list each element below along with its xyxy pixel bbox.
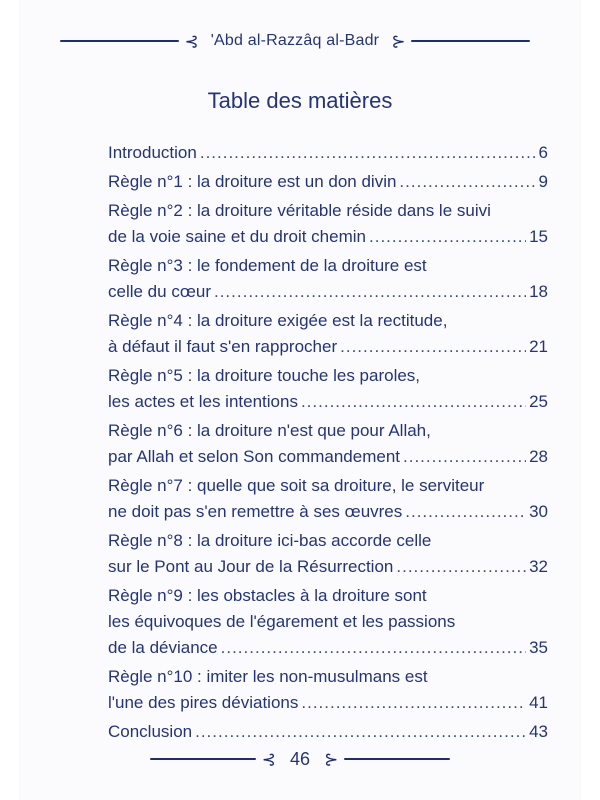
toc-entry-text: les équivoques de l'égarement et les passions bbox=[108, 612, 456, 631]
book-page bbox=[20, 0, 580, 800]
toc-entry-text: les actes et les intentions bbox=[108, 392, 298, 411]
table-of-contents bbox=[108, 140, 548, 748]
toc-entry-text: Règle n°8 : la droiture ici-bas accorde celle bbox=[108, 531, 432, 550]
toc-entry-text: de la voie saine et du droit chemin bbox=[108, 227, 366, 246]
toc-entry-text: celle du cœur bbox=[108, 282, 211, 301]
dot-leader bbox=[399, 169, 535, 195]
toc-page-number: 6 bbox=[538, 143, 548, 162]
dot-leader bbox=[195, 719, 526, 745]
toc-entry-text: ne doit pas s'en remettre à ses œuvres bbox=[108, 502, 403, 521]
toc-entry-text: à défaut il faut s'en rapprocher bbox=[108, 337, 338, 356]
toc-entry-text: Conclusion bbox=[108, 722, 193, 741]
dot-leader bbox=[221, 635, 526, 661]
dot-leader bbox=[369, 224, 526, 250]
toc-entry bbox=[108, 253, 548, 305]
toc-entry-text: Règle n°9 : les obstacles à la droiture sont bbox=[108, 586, 427, 605]
dot-leader bbox=[214, 279, 526, 305]
toc-entry-text: de la déviance bbox=[108, 638, 218, 657]
toc-entry bbox=[108, 308, 548, 360]
toc-entry-text: Règle n°1 : la droiture est un don divin bbox=[108, 172, 397, 191]
toc-entry-text: Introduction bbox=[108, 143, 197, 162]
toc-entry-text: sur le Pont au Jour de la Résurrection bbox=[108, 557, 394, 576]
page-header bbox=[60, 30, 530, 52]
toc-entry bbox=[108, 719, 548, 745]
toc-entry bbox=[108, 583, 548, 661]
toc-page-number: 21 bbox=[529, 337, 548, 356]
dot-leader bbox=[301, 690, 526, 716]
dot-leader bbox=[340, 334, 526, 360]
toc-entry-text: Règle n°6 : la droiture n'est que pour Allah, bbox=[108, 421, 431, 440]
toc-entry-text: Règle n°3 : le fondement de la droiture est bbox=[108, 256, 427, 275]
dot-leader bbox=[403, 444, 526, 470]
page-footer bbox=[150, 748, 450, 770]
toc-page-number: 32 bbox=[529, 557, 548, 576]
ornament-right-icon: ⊱ bbox=[391, 31, 406, 51]
toc-entry bbox=[108, 363, 548, 415]
toc-page-number: 15 bbox=[529, 227, 548, 246]
running-head: 'Abd al-Razzâq al-Badr bbox=[210, 32, 380, 49]
toc-entry-text: Règle n°7 : quelle que soit sa droiture, le serviteur bbox=[108, 476, 485, 495]
toc-entry bbox=[108, 140, 548, 166]
header-rule-right bbox=[411, 40, 530, 42]
toc-page-number: 9 bbox=[538, 172, 548, 191]
toc-page-number: 30 bbox=[529, 502, 548, 521]
dot-leader bbox=[405, 499, 526, 525]
toc-page-number: 25 bbox=[529, 392, 548, 411]
toc-page-number: 43 bbox=[529, 722, 548, 741]
toc-entry-text: Règle n°5 : la droiture touche les paroles, bbox=[108, 366, 421, 385]
dot-leader bbox=[301, 389, 526, 415]
toc-entry bbox=[108, 169, 548, 195]
dot-leader bbox=[200, 140, 536, 166]
toc-page-number: 35 bbox=[529, 638, 548, 657]
toc-page-number: 41 bbox=[529, 693, 548, 712]
toc-entry-text: par Allah et selon Son commandement bbox=[108, 447, 401, 466]
footer-ornament-left-icon: ⊰ bbox=[261, 749, 276, 769]
toc-entry bbox=[108, 528, 548, 580]
header-rule-left bbox=[60, 40, 179, 42]
footer-rule-left bbox=[150, 758, 256, 760]
toc-entry bbox=[108, 664, 548, 716]
toc-entry-text: Règle n°2 : la droiture véritable réside dans le suivi bbox=[108, 201, 491, 220]
toc-title: Table des matières bbox=[207, 88, 393, 113]
toc-entry bbox=[108, 473, 548, 525]
page-number: 46 bbox=[289, 748, 311, 769]
toc-entry-text: Règle n°10 : imiter les non-musulmans est bbox=[108, 667, 428, 686]
toc-entry bbox=[108, 198, 548, 250]
ornament-left-icon: ⊰ bbox=[184, 31, 199, 51]
dot-leader bbox=[396, 554, 526, 580]
toc-entry bbox=[108, 418, 548, 470]
toc-entry-text: Règle n°4 : la droiture exigée est la rectitude, bbox=[108, 311, 448, 330]
footer-ornament-right-icon: ⊱ bbox=[324, 749, 339, 769]
toc-entry-text: l'une des pires déviations bbox=[108, 693, 299, 712]
toc-page-number: 28 bbox=[529, 447, 548, 466]
toc-page-number: 18 bbox=[529, 282, 548, 301]
footer-rule-right bbox=[344, 758, 450, 760]
